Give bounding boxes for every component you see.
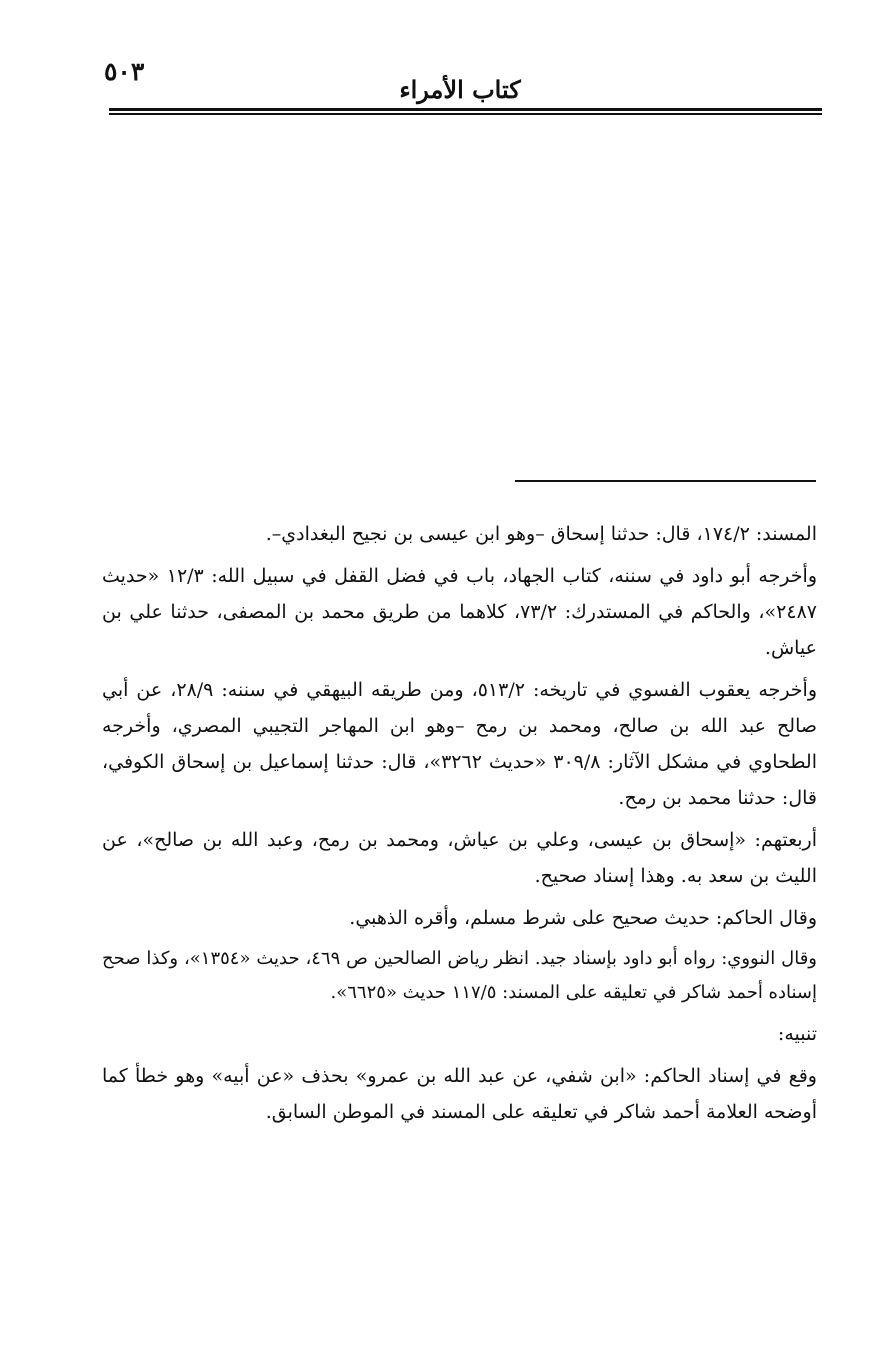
footnotes-section bbox=[102, 516, 817, 1136]
footnote-paragraph: أربعتهم: «إسحاق بن عيسى، وعلي بن عياش، ومحمد بن رمح، وعبد الله بن صالح»، عن الليث بن سعد به. وهذا إسناد صحيح. bbox=[102, 829, 817, 887]
page-number: ٥٠٣ bbox=[104, 57, 145, 86]
footnote-divider bbox=[515, 480, 816, 482]
footnote-note-heading: تنبيه: bbox=[777, 1023, 817, 1045]
footnote-paragraph: المسند: ١٧٤/٢، قال: حدثنا إسحاق –وهو ابن عيسى بن نجيح البغدادي–. bbox=[265, 523, 817, 545]
footnote-paragraph: وقال النووي: رواه أبو داود بإسناد جيد. انظر رياض الصالحين ص ٤٦٩، حديث «١٣٥٤»، وكذا صحح إسناده أحمد شاكر في تعليقه على المسند: ١١٧/٥ حديث «٦٦٢٥». bbox=[102, 948, 817, 1003]
footnote-paragraph: وأخرجه يعقوب الفسوي في تاريخه: ٥١٣/٢، ومن طريقه البيهقي في سننه: ٢٨/٩، عن أبي صالح عبد الله بن صالح، ومحمد بن رمح –وهو ابن المهاجر التجيبي المصري، وأخرجه الطحاوي في مشكل الآثار: ٣٠٩/٨ «حديث ٣٢٦٢»، قال: حدثنا إسماعيل بن إسحاق الكوفي، قال: حدثنا محمد بن رمح. bbox=[102, 679, 817, 809]
footnote-paragraph: وأخرجه أبو داود في سننه، كتاب الجهاد، باب في فضل القفل في سبيل الله: ١٢/٣ «حديث ٢٤٨٧»، والحاكم في المستدرك: ٧٣/٢، كلاهما من طريق محمد بن المصفى، حدثنا علي بن عياش. bbox=[102, 565, 817, 659]
header-rule-thin bbox=[109, 113, 822, 115]
header-rule-thick bbox=[109, 108, 822, 111]
footnote-paragraph: وقال الحاكم: حديث صحيح على شرط مسلم، وأقره الذهبي. bbox=[349, 907, 817, 929]
footnote-paragraph: وقع في إسناد الحاكم: «ابن شفي، عن عبد الله بن عمرو» بحذف «عن أبيه» وهو خطأ كما أوضحه العلامة أحمد شاكر في تعليقه على المسند في الموطن السابق. bbox=[102, 1065, 817, 1123]
running-header-title: كتاب الأمراء bbox=[399, 75, 521, 104]
